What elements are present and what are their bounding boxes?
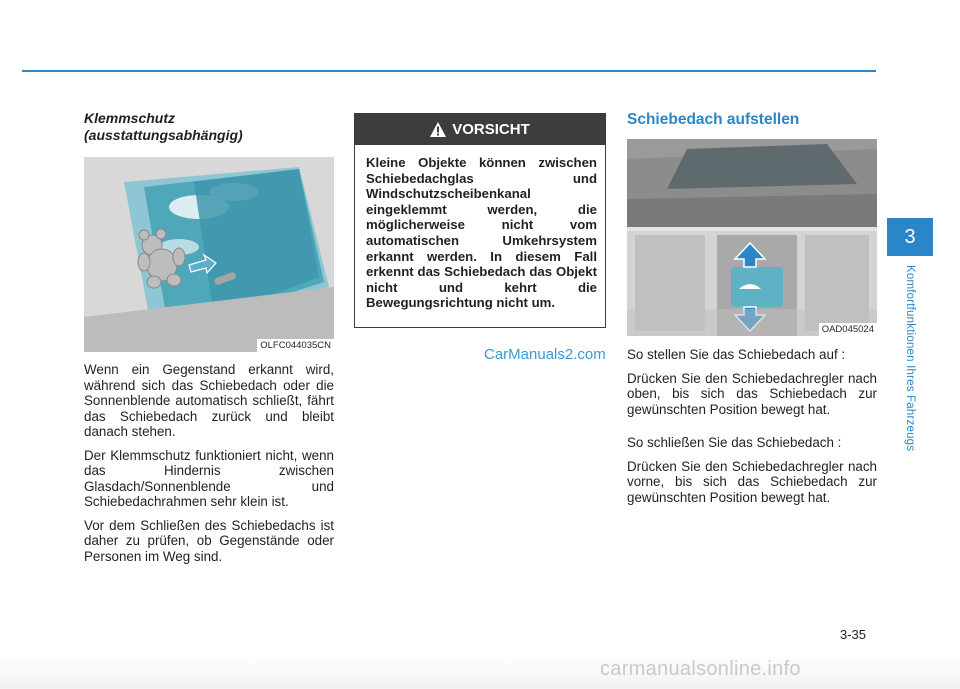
figure-sunroof-switch [627,139,877,336]
caution-header [355,114,605,145]
figure-anti-pinch [84,157,334,352]
chapter-label [898,265,922,495]
caution-text: Kleine Objekte können zwischen Schiebedachglas und Windschutzscheibenkanal eingeklemmt werden, die möglicherweise nicht vom automatischen Umkehrsystem erkannt werden. In diesem Fall erkennt das Schiebedach das Objekt nicht und kehrt die Bewegungsrichtung nicht um. [366,155,597,311]
paragraph: Drücken Sie den Schiebedachregler nach vorne, bis sich das Schiebedach zur gewünschten Position bewegt hat. [627,458,877,505]
sunroof-switch-illustration [627,139,877,336]
chapter-label-text: Komfortfunktionen Ihres Fahrzeugs [904,265,916,452]
footer-watermark [0,654,960,689]
heading-line-2: (ausstattungsabhängig) [84,127,243,143]
page-number: 3-35 [840,627,867,642]
figure-code: OAD045024 [819,323,877,336]
warning-triangle-icon [430,122,446,137]
right-body-text [627,347,877,513]
paragraph: Drücken Sie den Schiebedachregler nach oben, bis sich das Schiebedach zur gewünschten Position bewegt hat. [627,370,877,417]
top-rule [22,70,876,72]
footer-watermark-text[interactable]: carmanualsonline.info [600,658,801,680]
figure-code: OLFC044035CN [257,339,334,352]
paragraph: So schließen Sie das Schiebedach : [627,435,842,450]
caution-box [354,113,606,328]
caution-title: VORSICHT [452,121,530,138]
section-title-schiebedach: Schiebedach aufstellen [627,111,800,128]
chapter-tab: 3 [887,218,933,256]
left-body-text [84,362,334,572]
paragraph: Der Klemmschutz funktioniert nicht, wenn das Hindernis zwischen Glasdach/Sonnenblende und Schiebedachrahmen sehr klein ist. [84,447,334,509]
watermark-link[interactable]: CarManuals2.com [484,346,606,363]
paragraph: So stellen Sie das Schiebedach auf : [627,347,846,362]
paragraph: Vor dem Schließen des Schiebedachs ist daher zu prüfen, ob Gegenstände oder Personen im Weg sind. [84,517,334,564]
anti-pinch-illustration [84,157,334,352]
heading-line-1: Klemmschutz [84,110,176,126]
section-heading-klemmschutz [84,110,334,144]
paragraph: Wenn ein Gegenstand erkannt wird, während sich das Schiebedach oder die Sonnenblende automatisch schließt, fährt das Schiebedach zurück und bleibt danach stehen. [84,362,334,439]
